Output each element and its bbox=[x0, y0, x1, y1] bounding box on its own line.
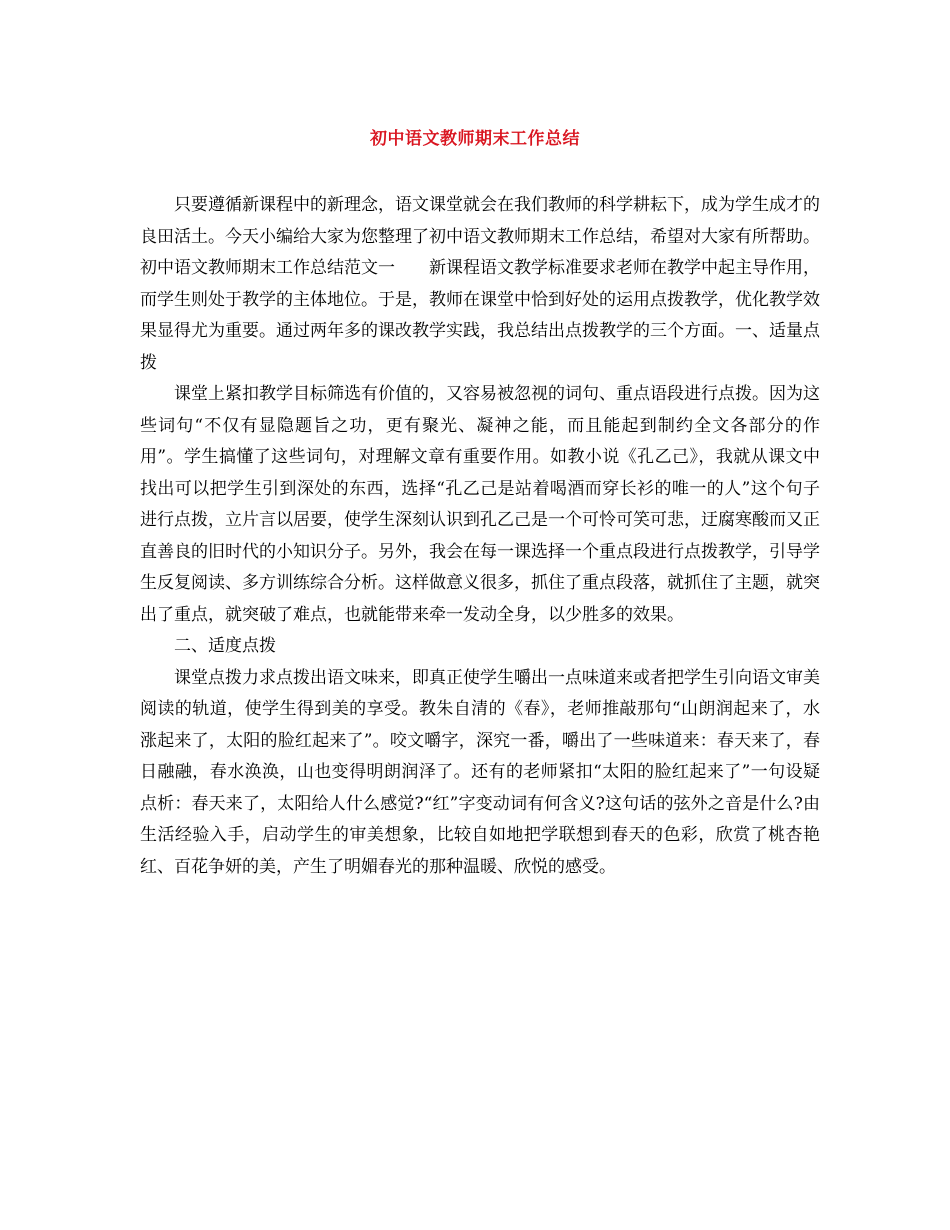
paragraph-intro: 只要遵循新课程中的新理念，语文课堂就会在我们教师的科学耕耘下，成为学生成才的良田活土。今天小编给大家为您整理了初中语文教师期末工作总结，希望对大家有所帮助。 bbox=[140, 195, 820, 247]
section-heading-appropriate-guidance: 二、适度点拨 bbox=[174, 636, 276, 656]
document-body bbox=[140, 190, 820, 883]
paragraph-chinese-flavor: 课堂点拨力求点拨出语文味来，即真正使学生嚼出一点味道来或者把学生引向语文审美阅读的轨道，使学生得到美的享受。教朱自清的《春》，老师推敲那句“山朗润起来了，水涨起来了，太阳的脸红起来了”。咬文嚼字，深究一番，嚼出了一些味道来：春天来了，春日融融，春水涣涣，山也变得明朗润泽了。还有的老师紧扣“太阳的脸红起来了”一句设疑点析：春天来了，太阳给人什么感觉?“红”字变动词有何含义?这句话的弦外之音是什么?由生活经验入手，启动学生的审美想象，比较自如地把学联想到春天的色彩，欣赏了桃杏艳红、百花争妍的美，产生了明媚春光的那种温暖、欣悦的感受。 bbox=[140, 667, 820, 877]
paragraph-moderate-guidance: 课堂上紧扣教学目标筛选有价值的，又容易被忽视的词句、重点语段进行点拨。因为这些词句“不仅有显隐题旨之功，更有聚光、凝神之能，而且能起到制约全文各部分的作用”。学生搞懂了这些词句，对理解文章有重要作用。如教小说《孔乙己》，我就从课文中找出可以把学生引到深处的东西，选择“孔乙己是站着喝酒而穿长衫的唯一的人”这个句子进行点拨，立片言以居要，使学生深刻认识到孔乙己是一个可怜可笑可悲，迂腐寒酸而又正直善良的旧时代的小知识分子。另外，我会在每一课选择一个重点段进行点拨教学，引导学生反复阅读、多方训练综合分析。这样做意义很多，抓住了重点段落，就抓住了主题，就突出了重点，就突破了难点，也就能带来牵一发动全身，以少胜多的效果。 bbox=[140, 384, 820, 625]
document-title: 初中语文教师期末工作总结 bbox=[370, 129, 580, 149]
paragraph-sample-one: 初中语文教师期末工作总结范文一 新课程语文教学标准要求老师在教学中起主导作用，而学生则处于教学的主体地位。于是，教师在课堂中恰到好处的运用点拨教学，优化教学效果显得尤为重要。通过两年多的课改教学实践，我总结出点拨教学的三个方面。一、适量点拨 bbox=[140, 258, 820, 373]
